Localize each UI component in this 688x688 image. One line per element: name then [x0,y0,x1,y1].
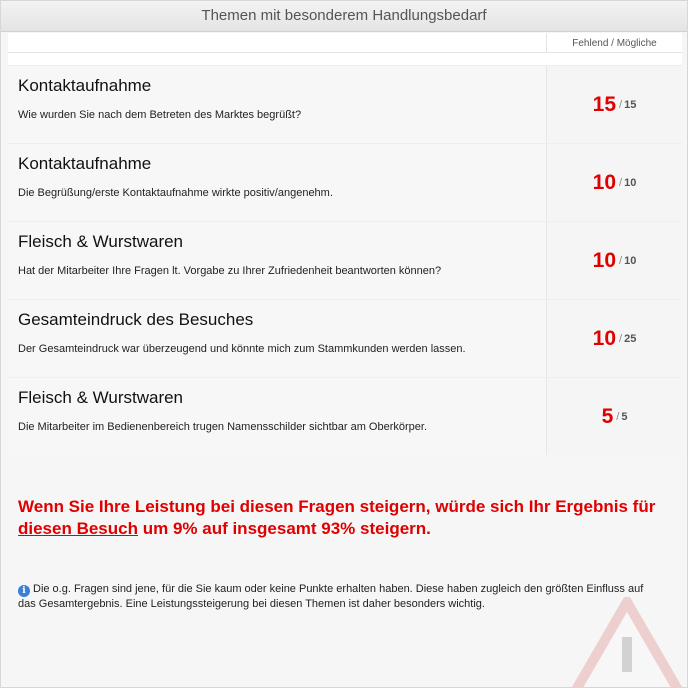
row-topic: Fleisch & Wurstwaren [18,232,184,251]
table-row [8,221,682,299]
topics-table [8,33,682,455]
row-question: Die Begrüßung/erste Kontaktaufnahme wirkte positiv/angenehm. [18,187,333,199]
row-score [546,222,682,299]
warning-sign-icon [567,597,687,687]
possible-points: 10 [624,176,637,189]
score-separator: / [619,332,623,345]
missing-points: 10 [592,248,617,272]
row-topic: Kontaktaufnahme [18,154,152,173]
score-separator: / [619,98,623,111]
missing-points: 5 [601,404,614,428]
table-row [8,299,682,377]
callout-text-end: um 9% auf insgesamt 93% steigern. [138,519,431,538]
callout-text-start: Wenn Sie Ihre Leistung bei diesen Fragen steigern, würde sich Ihr Ergebnis für [18,497,656,516]
table-row [8,65,682,143]
row-topic: Kontaktaufnahme [18,76,152,95]
score-separator: / [616,410,620,423]
row-question: Der Gesamteindruck war überzeugend und könnte mich zum Stammkunden werden lassen. [18,343,466,355]
missing-points: 15 [592,92,617,116]
table-header [8,33,682,53]
possible-points: 25 [624,332,637,345]
row-question: Wie wurden Sie nach dem Betreten des Marktes begrüßt? [18,109,302,121]
row-score [546,378,682,455]
panel-title: Themen mit besonderem Handlungsbedarf [1,1,687,32]
info-icon: i [18,585,30,597]
missing-points: 10 [592,170,617,194]
possible-points: 15 [624,98,637,111]
row-score [546,144,682,221]
missing-possible-column-header: Fehlend / Mögliche [546,33,682,52]
row-score [546,66,682,143]
info-note [18,582,658,612]
table-row [8,143,682,221]
row-question: Hat der Mitarbeiter Ihre Fragen lt. Vorgabe zu Ihrer Zufriedenheit beantworten können? [18,265,442,277]
row-question: Die Mitarbeiter im Bedienenbereich trugen Namensschilder sichtbar am Oberkörper. [18,421,428,433]
info-text: Die o.g. Fragen sind jene, für die Sie kaum oder keine Punkte erhalten haben. Diese haben zugleich den größten Einfluss auf das Gesamtergebnis. Eine Leistungssteigerung bei diesen Themen ist daher besonders wichtig. [18,583,644,610]
table-row [8,377,682,455]
row-topic: Gesamteindruck des Besuches [18,310,254,329]
row-score [546,300,682,377]
score-separator: / [619,254,623,267]
improvement-callout [18,496,658,540]
score-separator: / [619,176,623,189]
row-topic: Fleisch & Wurstwaren [18,388,184,407]
this-visit-link[interactable]: diesen Besuch [18,519,138,538]
possible-points: 5 [621,410,628,423]
missing-points: 10 [592,326,617,350]
possible-points: 10 [624,254,637,267]
